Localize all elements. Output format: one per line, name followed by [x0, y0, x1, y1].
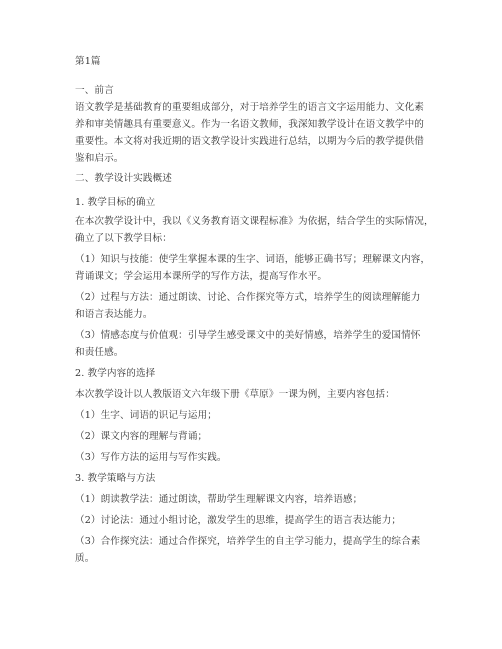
- list-item-line: （3）情感态度与价值观：引导学生感受课文中的美好情感，培养学生的爱国情怀: [75, 330, 421, 341]
- list-item-line: （1）朗读教学法：通过朗读，帮助学生理解课文内容，培养语感；: [75, 494, 363, 505]
- list-item-line: （1）知识与技能：使学生掌握本课的生字、词语，能够正确书写；理解课文内容，: [75, 254, 431, 265]
- section-heading-overview: 二、教学设计实践概述: [75, 173, 172, 184]
- list-item-line: （2）过程与方法：通过朗读、讨论、合作探究等方式，培养学生的阅读理解能力: [75, 292, 421, 303]
- subheading-strategy: 3. 教学策略与方法: [75, 473, 156, 484]
- list-item-line: 和责任感。: [75, 347, 124, 358]
- paragraph-line: 鉴和启示。: [75, 153, 124, 164]
- list-item-line: 和语言表达能力。: [75, 309, 153, 320]
- list-item-line: 质。: [75, 553, 95, 564]
- paragraph-line: 养和审美情趣具有重要意义。作为一名语文教师，我深知教学设计在语文教学中的: [75, 119, 424, 130]
- paragraph-line: 确立了以下教学目标：: [75, 233, 172, 244]
- paragraph-line: 语文教学是基础教育的重要组成部分，对于培养学生的语言文字运用能力、文化素: [75, 102, 424, 113]
- list-item-line: （3）合作探究法：通过合作探究，培养学生的自主学习能力，提高学生的综合素: [75, 536, 421, 547]
- list-item-line: 背诵课文；学会运用本课所学的写作方法，提高写作水平。: [75, 271, 328, 282]
- list-item-line: （1）生字、词语的识记与运用；: [75, 410, 217, 421]
- paragraph-line: 本次教学设计以人教版语文六年级下册《草原》一课为例，主要内容包括：: [75, 389, 395, 400]
- part-heading: 第1篇: [75, 56, 101, 67]
- list-item-line: （2）课文内容的理解与背诵；: [75, 431, 208, 442]
- paragraph-line: 在本次教学设计中，我以《义务教育语文课程标准》为依据，结合学生的实际情况，: [75, 216, 434, 227]
- section-heading-preface: 一、前言: [75, 85, 114, 96]
- list-item-line: （2）讨论法：通过小组讨论，激发学生的思维，提高学生的语言表达能力；: [75, 515, 402, 526]
- paragraph-line: 重要性。本文将对我近期的语文教学设计实践进行总结，以期为今后的教学提供借: [75, 136, 424, 147]
- subheading-goals: 1. 教学目标的确立: [75, 197, 156, 208]
- list-item-line: （3）写作方法的运用与写作实践。: [75, 452, 227, 463]
- subheading-content: 2. 教学内容的选择: [75, 368, 156, 379]
